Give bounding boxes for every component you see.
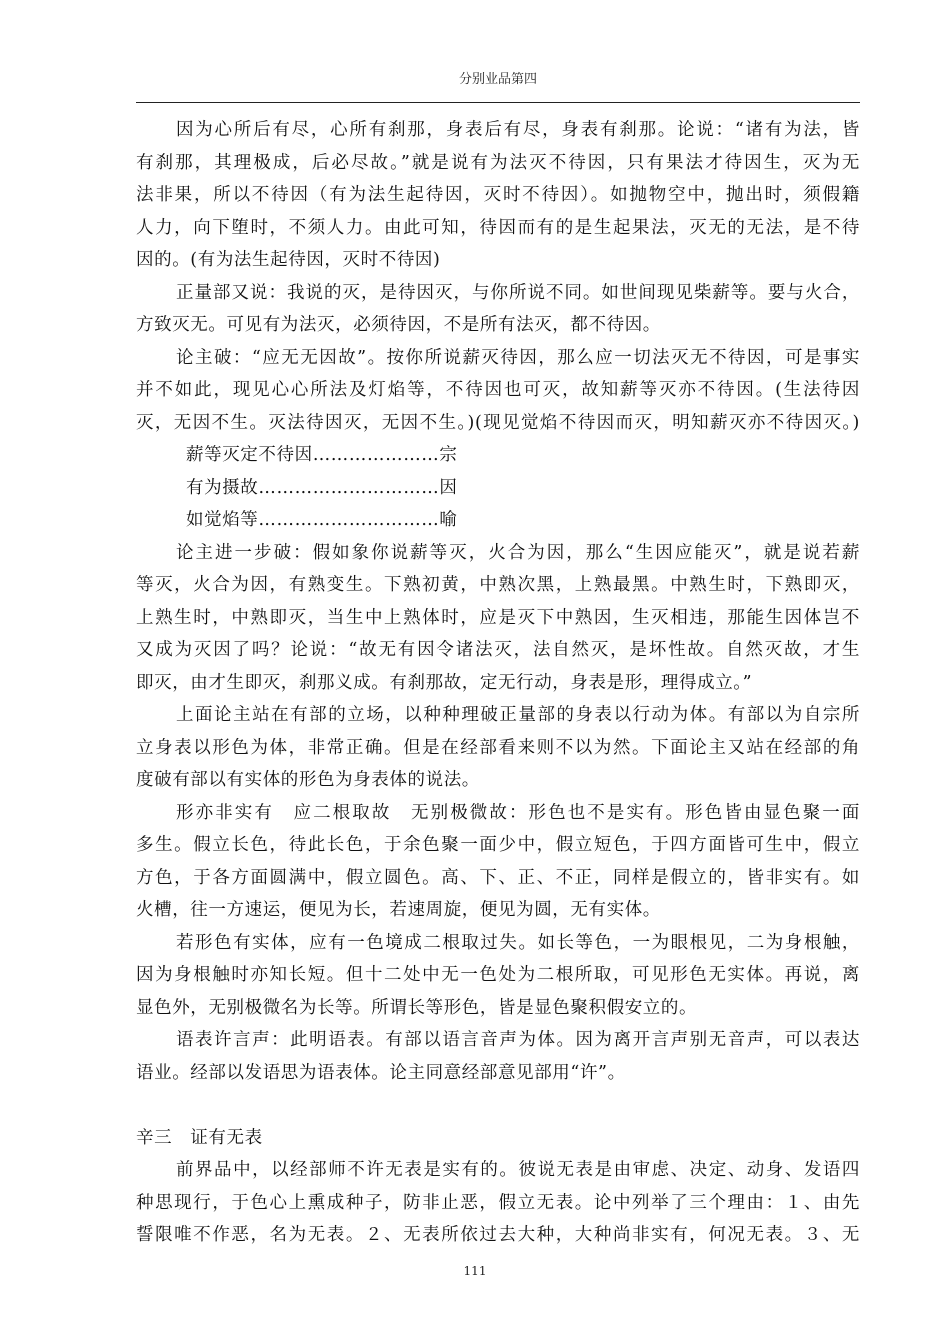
text-line: 若形色有实体，应有一色境成二根取过失。如长等色，一为眼根见，二为身根触， bbox=[176, 932, 860, 953]
text-line: 因为心所后有尽，心所有刹那，身表后有尽，身表有刹那。论说：“诸有为法，皆 bbox=[176, 120, 860, 140]
text-line: 并不如此，现见心心所法及灯焰等，不待因也可灭，故知薪等灭亦不待因。(生法待因 bbox=[136, 380, 860, 400]
running-header: 分别业品第四 bbox=[458, 72, 537, 87]
text-line: 语业。经部以发语思为语表体。论主同意经部意见部用“许”。 bbox=[136, 1062, 626, 1083]
text-line: 方致灭无。可见有为法灭，必须待因，不是所有法灭，都不待因。 bbox=[136, 315, 661, 335]
syllogism-line: 薪等灭定不待因…………………宗 bbox=[186, 445, 458, 465]
header-rule bbox=[136, 102, 860, 103]
text-line: 形亦非实有 应二根取故 无别极微故：形色也不是实有。形色皆由显色聚一面 bbox=[176, 802, 860, 823]
text-line: 法非果，所以不待因（有为法生起待因，灭时不待因）。如抛物空中，抛出时，须假籍 bbox=[136, 185, 860, 205]
text-line: 又成为灭因了吗？论说：“故无有因令诸法灭，法自然灭，是坏性故。自然灭故，才生 bbox=[136, 640, 860, 660]
text-line: 灭，无因不生。灭法待因灭，无因不生。)(现见觉焰不待因而灭，明知薪灭亦不待因灭。) bbox=[136, 412, 860, 433]
body-text bbox=[136, 114, 860, 1252]
text-line: 火槽，往一方速运，便见为长，若速周旋，便见为圆，无有实体。 bbox=[136, 900, 661, 920]
text-line: 誓限唯不作恶，名为无表。２、无表所依过去大种，大种尚非实有，何况无表。３、无 bbox=[136, 1225, 860, 1245]
text-line: 显色外，无别极微名为长等。所谓长等形色，皆是显色聚积假安立的。 bbox=[136, 997, 698, 1018]
text-line: 种思现行，于色心上熏成种子，防非止恶，假立无表。论中列举了三个理由：１、由先 bbox=[136, 1192, 860, 1213]
blank-line bbox=[136, 1089, 860, 1122]
text-line: 论主进一步破：假如象你说薪等灭，火合为因，那么“生因应能灭”，就是说若薪 bbox=[176, 542, 860, 563]
section-heading: 辛三 证有无表 bbox=[136, 1127, 263, 1148]
syllogism-line: 如觉焰等…………………………喻 bbox=[186, 510, 458, 530]
text-line: 语表许言声：此明语表。有部以语言音声为体。因为离开言声别无音声，可以表达 bbox=[176, 1030, 860, 1050]
text-line: 多生。假立长色，待此长色，于余色聚一面少中，假立短色，于四方面皆可生中，假立 bbox=[136, 835, 860, 855]
page-number: 111 bbox=[463, 1264, 487, 1278]
text-line: 人力，向下堕时，不须人力。由此可知，待因而有的是生起果法，灭无的无法，是不待 bbox=[136, 217, 860, 238]
text-line: 有刹那，其理极成，后必尽故。”就是说有为法灭不待因，只有果法才待因生，灭为无 bbox=[136, 152, 860, 173]
syllogism-line: 有为摄故…………………………因 bbox=[186, 477, 458, 498]
text-line: 即灭，由才生即灭，刹那义成。有刹那故，定无行动，身表是形，理得成立。” bbox=[136, 672, 753, 693]
text-line: 立身表以形色为体，非常正确。但是在经部看来则不以为然。下面论主又站在经部的角 bbox=[136, 737, 860, 758]
text-line: 论主破：“应无无因故”。按你所说薪灭待因，那么应一切法灭无不待因，可是事实 bbox=[176, 347, 860, 368]
text-line: 前界品中，以经部师不许无表是实有的。彼说无表是由审虑、决定、动身、发语四 bbox=[176, 1160, 860, 1180]
text-line: 度破有部以有实体的形色为身表体的说法。 bbox=[136, 770, 480, 790]
text-line: 正量部又说：我说的灭，是待因灭，与你所说不同。如世间现见柴薪等。要与火合， bbox=[176, 282, 860, 303]
text-line: 方色，于各方面圆满中，假立圆色。高、下、正、不正，同样是假立的，皆非实有。如 bbox=[136, 867, 860, 888]
text-line: 因的。(有为法生起待因，灭时不待因) bbox=[136, 250, 441, 270]
text-line: 上熟生时，中熟即灭，当生中上熟体时，应是灭下中熟因，生灭相违，那能生因体岂不 bbox=[136, 607, 860, 628]
text-line: 上面论主站在有部的立场，以种种理破正量部的身表以行动为体。有部以为自宗所 bbox=[176, 705, 860, 725]
text-line: 因为身根触时亦知长短。但十二处中无一色处为二根所取，可见形色无实体。再说，离 bbox=[136, 965, 860, 985]
text-line: 等灭，火合为因，有熟变生。下熟初黄，中熟次黑，上熟最黑。中熟生时，下熟即灭， bbox=[136, 575, 860, 595]
